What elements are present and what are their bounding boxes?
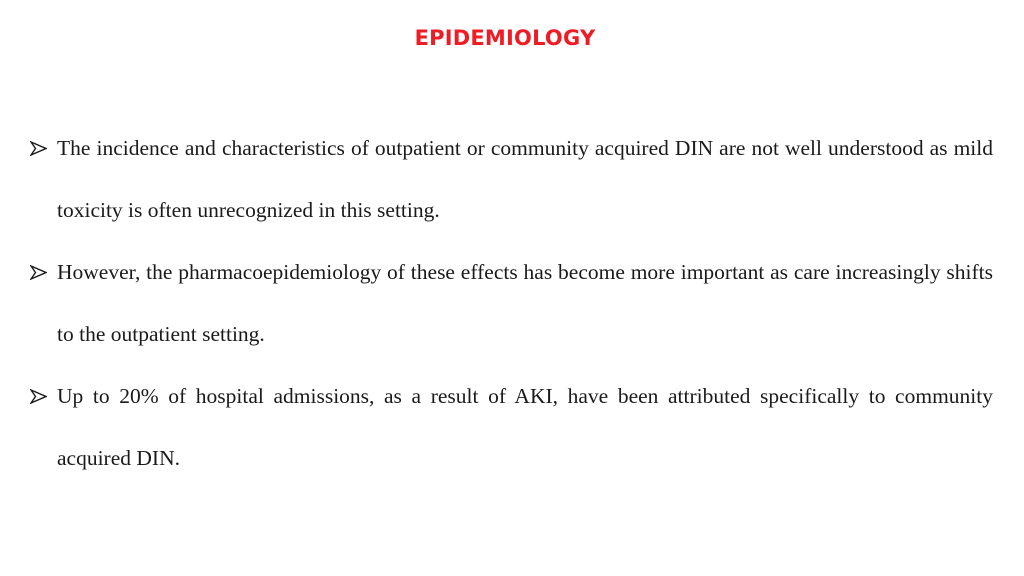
arrowhead-bullet-icon bbox=[30, 366, 50, 428]
slide-title: EPIDEMIOLOGY bbox=[414, 26, 596, 50]
arrowhead-bullet-icon bbox=[30, 118, 50, 180]
bullet-item bbox=[30, 118, 993, 241]
arrowhead-bullet-icon bbox=[30, 242, 50, 304]
bullet-item bbox=[30, 242, 993, 365]
bullet-text: The incidence and characteristics of outpatient or community acquired DIN are not well understood as mild toxicity is often unrecognized in this setting. bbox=[57, 136, 993, 222]
bullet-item bbox=[30, 366, 993, 489]
bullet-text: However, the pharmacoepidemiology of these effects has become more important as care increasingly shifts to the outpatient setting. bbox=[57, 260, 993, 346]
bullet-text: Up to 20% of hospital admissions, as a result of AKI, have been attributed specifically to community acquired DIN. bbox=[57, 384, 993, 470]
bullet-list bbox=[30, 118, 993, 490]
